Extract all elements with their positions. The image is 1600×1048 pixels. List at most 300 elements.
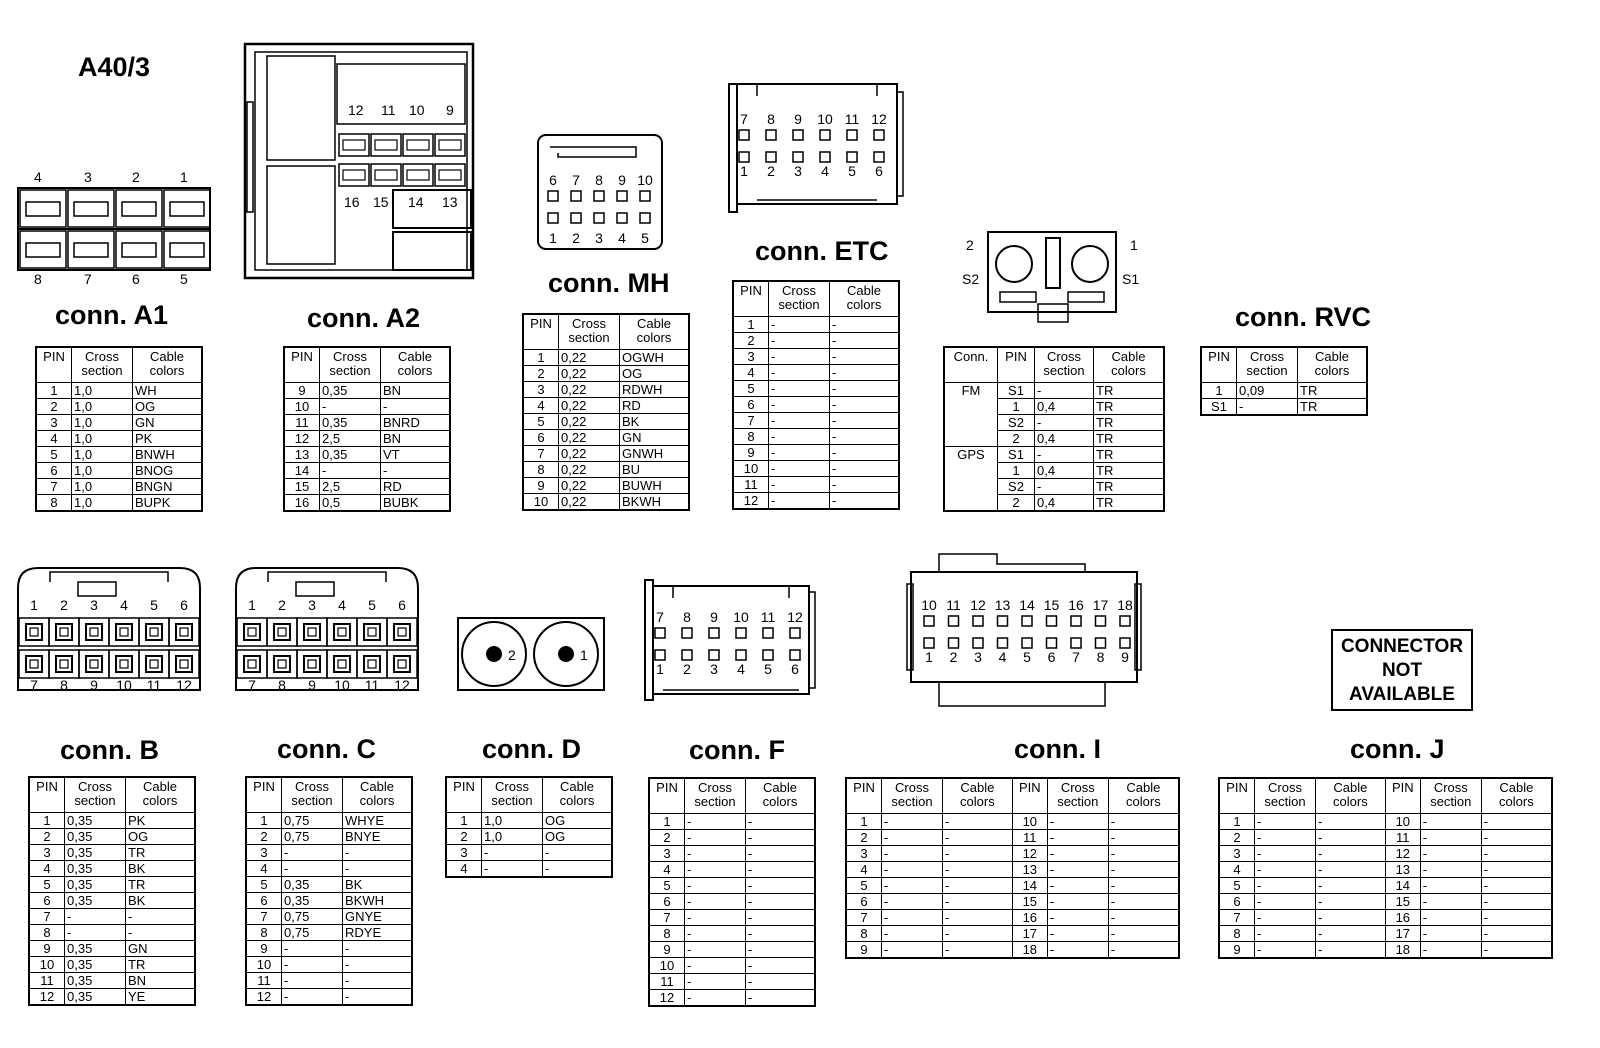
table-cell: - xyxy=(746,942,816,958)
table-cell: - xyxy=(65,925,126,941)
table-cell: GN xyxy=(126,941,196,957)
table-header-cell: Cable colors xyxy=(620,314,690,350)
b-pin-label-bottom: 10 xyxy=(116,677,132,693)
a1-pin-top-3: 1 xyxy=(180,169,188,185)
conn-j-table xyxy=(1218,777,1553,959)
table-cell: - xyxy=(746,990,816,1007)
table-cell: 9 xyxy=(523,478,559,494)
table-cell: - xyxy=(1108,862,1179,878)
table-cell: BUBK xyxy=(381,495,451,512)
table-cell: - xyxy=(769,381,830,397)
table-cell: 5 xyxy=(649,878,685,894)
table-row xyxy=(1219,926,1552,942)
table-cell: BNOG xyxy=(133,463,203,479)
table-cell: 0,35 xyxy=(65,829,126,845)
table-row xyxy=(1201,399,1367,416)
conn-j-title: conn. J xyxy=(1350,734,1445,764)
table-cell: - xyxy=(1316,926,1386,942)
table-cell: - xyxy=(830,445,900,461)
table-cell: - xyxy=(769,445,830,461)
table-cell: 0,4 xyxy=(1035,495,1094,512)
table-cell: RDYE xyxy=(343,925,413,941)
table-cell: 8 xyxy=(523,462,559,478)
table-cell: 3 xyxy=(649,846,685,862)
table-cell: 6 xyxy=(1219,894,1255,910)
etc-pin-label-bottom: 1 xyxy=(740,163,748,179)
table-cell: 16 xyxy=(284,495,320,512)
table-row xyxy=(846,926,1179,942)
table-row xyxy=(246,957,412,973)
table-cell: - xyxy=(1035,383,1094,399)
table-row xyxy=(523,414,689,430)
table-cell: TR xyxy=(1094,447,1165,463)
table-cell: 10 xyxy=(649,958,685,974)
table-cell: - xyxy=(1481,878,1552,894)
a1-slot xyxy=(68,190,114,227)
mh-pin-label-top: 7 xyxy=(572,172,580,188)
a1-pin-bot-2: 6 xyxy=(132,271,140,287)
table-cell: - xyxy=(1481,926,1552,942)
table-cell: 0,4 xyxy=(1035,399,1094,415)
table-cell: - xyxy=(769,397,830,413)
table-cell: - xyxy=(1108,942,1179,959)
table-row xyxy=(29,957,195,973)
table-cell: 0,75 xyxy=(282,813,343,829)
table-row xyxy=(649,990,815,1007)
f-pin-label-top: 11 xyxy=(760,609,776,625)
table-row xyxy=(29,973,195,989)
table-row xyxy=(944,447,1164,463)
f-pin-square xyxy=(763,628,773,638)
i-pin-square xyxy=(1071,616,1081,626)
table-cell: - xyxy=(830,349,900,365)
c-pin-cell xyxy=(327,650,357,678)
table-cell: BK xyxy=(343,877,413,893)
table-row xyxy=(246,829,412,845)
conn-a2-drawing xyxy=(243,42,483,282)
table-cell: 12 xyxy=(1385,846,1420,862)
etc-pin-square xyxy=(739,130,749,140)
table-cell: - xyxy=(1481,862,1552,878)
table-header-cell: Cross section xyxy=(320,347,381,383)
a1-terminal xyxy=(26,202,60,216)
table-cell: 10 xyxy=(733,461,769,477)
mh-pin-square xyxy=(571,191,581,201)
table-cell: - xyxy=(1255,926,1316,942)
table-row xyxy=(846,894,1179,910)
table-cell: 2 xyxy=(733,333,769,349)
table-header-cell: Cross section xyxy=(1237,347,1298,383)
f-pin-label-top: 12 xyxy=(787,609,803,625)
c-pin-inner xyxy=(368,660,376,668)
table-row xyxy=(1219,878,1552,894)
table-row xyxy=(649,846,815,862)
table-cell: - xyxy=(830,461,900,477)
f-pin-square xyxy=(763,650,773,660)
a1-pin-bot-1: 7 xyxy=(84,271,92,287)
table-cell: 7 xyxy=(846,910,882,926)
table-cell: 2 xyxy=(846,830,882,846)
table-cell: - xyxy=(1255,862,1316,878)
table-cell: - xyxy=(1255,910,1316,926)
table-cell: 2 xyxy=(998,495,1035,512)
table-row xyxy=(733,381,899,397)
table-cell: - xyxy=(943,878,1013,894)
b-pin-inner xyxy=(120,660,128,668)
ant-pin-2: 2 xyxy=(966,237,974,253)
c-pin-cell xyxy=(237,650,267,678)
table-cell: 10 xyxy=(284,399,320,415)
ant-pin-s1: S1 xyxy=(1122,271,1140,287)
mh-pin-square xyxy=(594,191,604,201)
etc-pin-label-bottom: 4 xyxy=(821,163,829,179)
table-row xyxy=(523,398,689,414)
table-cell: 0,22 xyxy=(559,430,620,446)
table-cell: - xyxy=(830,413,900,429)
table-cell: 5 xyxy=(29,877,65,893)
table-row xyxy=(733,493,899,510)
table-cell: 0,22 xyxy=(559,398,620,414)
table-cell: - xyxy=(746,958,816,974)
i-pin-label-top: 10 xyxy=(921,597,937,613)
conn-rvc-title: conn. RVC xyxy=(1235,302,1372,332)
table-cell: - xyxy=(685,958,746,974)
etc-pin-square xyxy=(793,152,803,162)
table-cell: - xyxy=(943,894,1013,910)
table-cell: - xyxy=(1255,830,1316,846)
table-cell: TR xyxy=(126,845,196,861)
table-cell: WH xyxy=(133,383,203,399)
i-pin-label-bottom: 4 xyxy=(998,649,1007,665)
table-cell: - xyxy=(343,973,413,989)
table-cell: 4 xyxy=(29,861,65,877)
table-cell: - xyxy=(1035,479,1094,495)
table-cell: - xyxy=(1316,846,1386,862)
table-row xyxy=(246,973,412,989)
table-cell: 17 xyxy=(1012,926,1047,942)
f-pin-square xyxy=(790,650,800,660)
table-cell: - xyxy=(943,830,1013,846)
table-cell: 0,22 xyxy=(559,350,620,366)
table-cell: - xyxy=(882,910,943,926)
b-pin-inner xyxy=(30,628,38,636)
table-row xyxy=(523,366,689,382)
etc-pin-label-bottom: 2 xyxy=(767,163,775,179)
table-cell: 1 xyxy=(733,317,769,333)
table-cell: - xyxy=(769,317,830,333)
table-cell: - xyxy=(1481,830,1552,846)
i-pin-square xyxy=(973,616,983,626)
b-pin-label-bottom: 9 xyxy=(90,677,98,693)
a2-pin-bot-2: 14 xyxy=(408,194,424,210)
table-cell: 0,35 xyxy=(282,877,343,893)
table-cell: 0,22 xyxy=(559,494,620,511)
table-cell: 1,0 xyxy=(72,399,133,415)
na-line-1: CONNECTOR xyxy=(1340,636,1464,657)
table-cell: 1 xyxy=(29,813,65,829)
table-cell: BK xyxy=(620,414,690,430)
a1-pin-bot-0: 8 xyxy=(34,271,42,287)
table-row xyxy=(523,478,689,494)
table-cell: 16 xyxy=(1012,910,1047,926)
table-cell: - xyxy=(943,814,1013,830)
table-cell: TR xyxy=(1094,383,1165,399)
conn-f-table xyxy=(648,777,816,1007)
c-pin-label-top: 6 xyxy=(398,597,406,613)
f-pin-label-bottom: 1 xyxy=(656,661,664,677)
table-cell: 15 xyxy=(1385,894,1420,910)
i-pin-square xyxy=(1120,638,1130,648)
c-pin-inner xyxy=(308,660,316,668)
b-pin-square xyxy=(176,624,192,640)
table-cell: 6 xyxy=(36,463,72,479)
conn-f-drawing xyxy=(643,578,823,708)
table-cell: - xyxy=(343,845,413,861)
table-header-cell: PIN xyxy=(246,777,282,813)
table-cell: 2,5 xyxy=(320,479,381,495)
table-cell: - xyxy=(882,926,943,942)
table-row xyxy=(846,862,1179,878)
c-pin-label-bottom: 8 xyxy=(278,677,286,693)
table-cell: YE xyxy=(126,989,196,1006)
i-pin-square xyxy=(924,616,934,626)
table-cell: 8 xyxy=(733,429,769,445)
table-cell: - xyxy=(1035,415,1094,431)
conn-d-table xyxy=(445,776,613,878)
table-cell: - xyxy=(1108,830,1179,846)
b-pin-inner xyxy=(60,628,68,636)
i-pin-square xyxy=(1071,638,1081,648)
a2-pin-top-2: 10 xyxy=(409,102,425,118)
table-cell: 0,4 xyxy=(1035,463,1094,479)
table-cell: 10 xyxy=(523,494,559,511)
table-cell: - xyxy=(1420,894,1481,910)
table-header-cell: Cable colors xyxy=(1108,778,1179,814)
table-cell: BK xyxy=(126,861,196,877)
table-cell: - xyxy=(1047,942,1108,959)
conn-b-drawing xyxy=(14,562,204,702)
table-row xyxy=(733,461,899,477)
table-row xyxy=(733,429,899,445)
table-cell: - xyxy=(746,926,816,942)
table-cell: OG xyxy=(543,813,613,829)
c-pin-label-bottom: 9 xyxy=(308,677,316,693)
table-cell: 5 xyxy=(246,877,282,893)
table-cell: 3 xyxy=(523,382,559,398)
table-row xyxy=(649,958,815,974)
table-header-cell: PIN xyxy=(29,777,65,813)
c-pin-square xyxy=(394,624,410,640)
table-cell: TR xyxy=(1298,383,1368,399)
c-pin-inner xyxy=(398,628,406,636)
i-pin-label-bottom: 1 xyxy=(925,649,933,665)
f-pin-square xyxy=(655,650,665,660)
table-cell: 7 xyxy=(523,446,559,462)
table-cell: - xyxy=(769,461,830,477)
c-pin-inner xyxy=(278,628,286,636)
table-cell: 0,35 xyxy=(320,383,381,399)
table-cell: 0,35 xyxy=(282,893,343,909)
i-pin-label-top: 14 xyxy=(1019,597,1035,613)
table-cell: - xyxy=(882,862,943,878)
conn-etc-title: conn. ETC xyxy=(755,236,889,266)
table-row xyxy=(523,430,689,446)
table-cell: 0,35 xyxy=(320,415,381,431)
table-cell: 3 xyxy=(36,415,72,431)
b-pin-label-bottom: 12 xyxy=(176,677,192,693)
table-cell: BN xyxy=(381,383,451,399)
table-cell: - xyxy=(1047,862,1108,878)
table-cell: 1,0 xyxy=(72,463,133,479)
i-pin-square xyxy=(1022,638,1032,648)
table-cell: 4 xyxy=(846,862,882,878)
table-cell: 6 xyxy=(733,397,769,413)
etc-pin-label-top: 12 xyxy=(871,111,887,127)
table-cell: BU xyxy=(620,462,690,478)
table-cell: 9 xyxy=(29,941,65,957)
table-cell: - xyxy=(1108,878,1179,894)
table-row xyxy=(29,829,195,845)
table-header-cell: Cable colors xyxy=(943,778,1013,814)
table-cell: 0,35 xyxy=(65,813,126,829)
i-pin-label-top: 16 xyxy=(1068,597,1084,613)
table-cell: - xyxy=(1420,910,1481,926)
f-pin-square xyxy=(709,650,719,660)
table-cell: GNYE xyxy=(343,909,413,925)
table-cell: BKWH xyxy=(620,494,690,511)
table-row xyxy=(446,845,612,861)
table-cell: - xyxy=(1035,447,1094,463)
table-header-cell: Cross section xyxy=(1255,778,1316,814)
table-cell: 7 xyxy=(1219,910,1255,926)
ant-pin-s2: S2 xyxy=(962,271,980,287)
table-row xyxy=(446,813,612,829)
table-cell: BNWH xyxy=(133,447,203,463)
na-line-2: NOT xyxy=(1381,660,1423,681)
table-cell: 6 xyxy=(649,894,685,910)
table-row xyxy=(523,382,689,398)
table-cell: 12 xyxy=(246,989,282,1006)
table-cell: - xyxy=(685,878,746,894)
table-cell: - xyxy=(943,926,1013,942)
i-pin-square xyxy=(924,638,934,648)
a1-slot xyxy=(68,231,114,268)
table-cell: 9 xyxy=(284,383,320,399)
table-row xyxy=(29,845,195,861)
table-row xyxy=(36,415,202,431)
table-cell: OG xyxy=(543,829,613,845)
table-row xyxy=(446,829,612,845)
table-cell: 2 xyxy=(29,829,65,845)
table-cell: - xyxy=(1481,910,1552,926)
table-cell: - xyxy=(543,845,613,861)
table-cell: 18 xyxy=(1012,942,1047,959)
mh-pin-label-bottom: 5 xyxy=(641,230,649,246)
table-cell: - xyxy=(1255,894,1316,910)
table-cell: - xyxy=(1047,926,1108,942)
table-cell: 0,75 xyxy=(282,925,343,941)
i-pin-square xyxy=(1022,616,1032,626)
b-pin-inner xyxy=(150,628,158,636)
table-cell: 12 xyxy=(284,431,320,447)
table-row xyxy=(246,893,412,909)
c-pin-cell xyxy=(327,618,357,646)
table-cell: - xyxy=(685,926,746,942)
table-cell: - xyxy=(1237,399,1298,416)
table-cell: BNRD xyxy=(381,415,451,431)
table-cell: 0,35 xyxy=(65,877,126,893)
c-pin-label-top: 3 xyxy=(308,597,316,613)
etc-pin-square xyxy=(793,130,803,140)
table-row xyxy=(284,495,450,512)
table-cell: 12 xyxy=(649,990,685,1007)
i-pin-label-bottom: 3 xyxy=(974,649,982,665)
table-cell: TR xyxy=(1094,463,1165,479)
table-cell: - xyxy=(685,862,746,878)
c-pin-inner xyxy=(398,660,406,668)
table-cell: - xyxy=(685,830,746,846)
connector-not-available-box xyxy=(1331,629,1473,711)
table-cell: 12 xyxy=(1012,846,1047,862)
table-cell: - xyxy=(320,463,381,479)
table-row xyxy=(523,350,689,366)
table-cell: - xyxy=(746,862,816,878)
table-cell: - xyxy=(1108,910,1179,926)
table-cell: TR xyxy=(126,877,196,893)
table-row xyxy=(1219,830,1552,846)
table-cell: - xyxy=(769,477,830,493)
table-cell: 3 xyxy=(733,349,769,365)
table-cell: 6 xyxy=(246,893,282,909)
table-row xyxy=(446,861,612,878)
mh-pin-square xyxy=(640,213,650,223)
table-cell: 17 xyxy=(1385,926,1420,942)
table-cell: 14 xyxy=(1385,878,1420,894)
i-pin-label-top: 12 xyxy=(970,597,986,613)
table-cell: 0,35 xyxy=(65,989,126,1006)
i-pin-label-top: 18 xyxy=(1117,597,1133,613)
table-cell: 7 xyxy=(36,479,72,495)
table-cell: - xyxy=(769,413,830,429)
conn-i-table xyxy=(845,777,1180,959)
etc-pin-label-top: 11 xyxy=(844,111,860,127)
table-cell: BN xyxy=(381,431,451,447)
table-cell: 0,35 xyxy=(65,861,126,877)
conn-c-title: conn. C xyxy=(277,734,376,764)
table-cell: 5 xyxy=(523,414,559,430)
table-cell: BUPK xyxy=(133,495,203,512)
a2-terminal xyxy=(343,140,365,150)
table-row xyxy=(29,813,195,829)
c-pin-label-top: 4 xyxy=(338,597,346,613)
f-pin-label-bottom: 5 xyxy=(764,661,772,677)
table-cell: 1,0 xyxy=(72,447,133,463)
table-cell: - xyxy=(343,989,413,1006)
table-cell: - xyxy=(746,814,816,830)
conn-b-title: conn. B xyxy=(60,735,159,765)
table-cell: - xyxy=(1255,814,1316,830)
etc-pin-label-top: 8 xyxy=(767,111,775,127)
table-cell: TR xyxy=(1094,415,1165,431)
table-header-cell: PIN xyxy=(523,314,559,350)
mh-pin-label-bottom: 4 xyxy=(618,230,626,246)
table-cell: - xyxy=(282,957,343,973)
a2-terminal xyxy=(375,170,397,180)
table-cell: 8 xyxy=(649,926,685,942)
table-cell: 11 xyxy=(1385,830,1420,846)
table-header-cell: Cable colors xyxy=(1298,347,1368,383)
table-header-cell: PIN xyxy=(1201,347,1237,383)
